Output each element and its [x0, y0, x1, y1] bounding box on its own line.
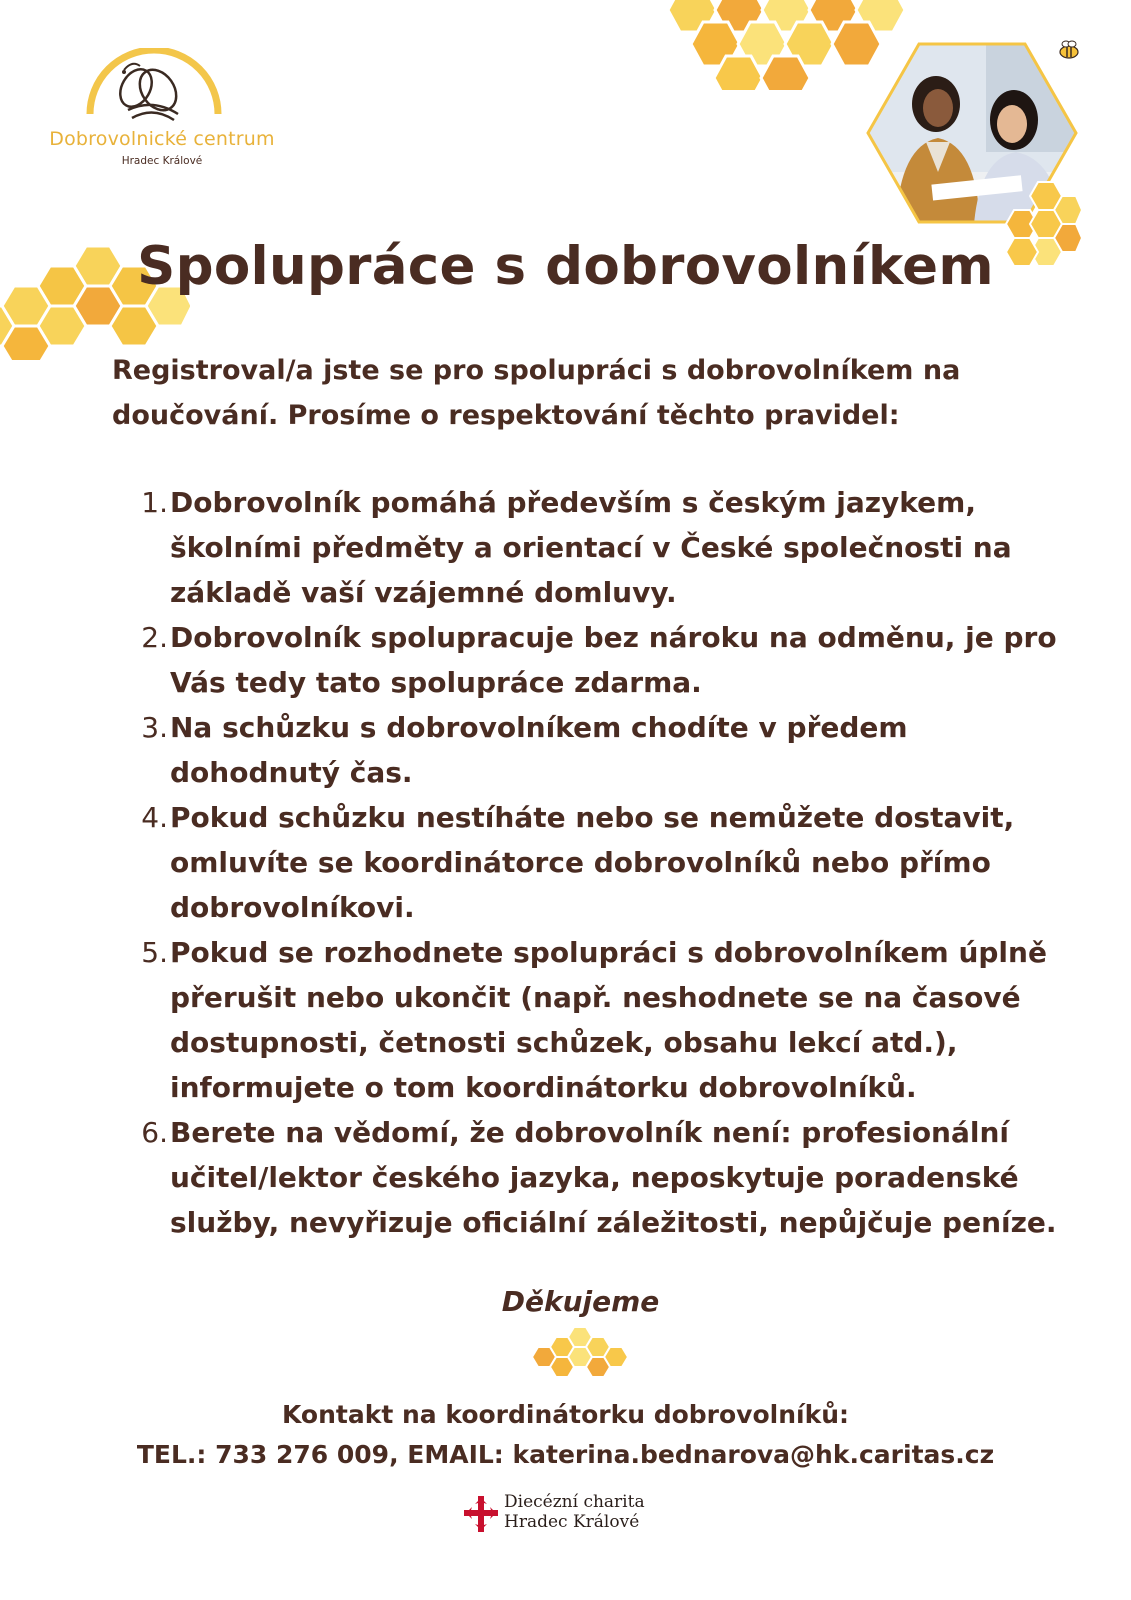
contact-title: Kontakt na koordinátorku dobrovolníků:	[281, 1400, 850, 1429]
contact-details: TEL.: 733 276 009, EMAIL: katerina.bednarova@hk.caritas.cz	[136, 1440, 995, 1469]
dobrovolnicke-centrum-logo	[28, 48, 288, 178]
logo-subtitle: Hradec Králové	[121, 155, 203, 167]
charita-line-2: Hradec Králové	[504, 1512, 640, 1532]
rule-text: Berete na vědomí, že dobrovolník není: profesionální učitel/lektor českého jazyka, neposkytuje poradenské služby, nevyřizuje oficiální záležitosti, nepůjčuje peníze.	[170, 1116, 1057, 1239]
diecezni-charita-logo	[462, 1490, 692, 1540]
rule-number: 6.	[141, 1116, 168, 1149]
rule-item	[112, 705, 1072, 795]
rule-text: Pokud schůzku nestíháte nebo se nemůžete dostavit, omluvíte se koordinátorce dobrovolníků nebo přímo dobrovolníkovi.	[170, 801, 1015, 924]
charita-name	[504, 1492, 694, 1532]
rule-number: 4.	[141, 801, 168, 834]
rule-text: Dobrovolník spolupracuje bez nároku na odměnu, je pro Vás tedy tato spolupráce zdarma.	[170, 621, 1057, 699]
rule-number: 5.	[141, 936, 168, 969]
rule-text: Dobrovolník pomáhá především s českým jazykem, školními předměty a orientací v České společnosti na základě vaší vzájemné domluvy.	[170, 486, 1012, 609]
page-title: Spolupráce s dobrovolníkem	[137, 236, 994, 297]
rule-number: 2.	[141, 621, 168, 654]
bee-logo-icon	[28, 48, 288, 128]
thanks-text: Děkujeme	[501, 1285, 660, 1318]
honeycomb-small-decoration	[528, 1326, 628, 1380]
rule-item	[112, 930, 1072, 1110]
rule-text: Na schůzku s dobrovolníkem chodíte v předem dohodnutý čas.	[170, 711, 908, 789]
rule-number: 1.	[141, 486, 168, 519]
rule-item	[112, 480, 1072, 615]
rule-item	[112, 615, 1072, 705]
rule-number: 3.	[141, 711, 168, 744]
intro-paragraph: Registroval/a jste se pro spolupráci s dobrovolníkem na doučování. Prosíme o respektování těchto pravidel:	[112, 355, 961, 431]
rules-list	[112, 480, 1072, 1245]
rule-item	[112, 1110, 1072, 1245]
logo-name: Dobrovolnické centrum	[49, 128, 275, 150]
rule-text: Pokud se rozhodnete spolupráci s dobrovolníkem úplně přerušit nebo ukončit (např. neshodnete se na časové dostupnosti, četnosti schůzek, obsahu lekcí atd.), informujete o tom koordinátorku dobrovolníků.	[170, 936, 1047, 1104]
charita-line-1: Diecézní charita	[504, 1492, 645, 1512]
caritas-cross-icon	[462, 1494, 500, 1534]
rule-item	[112, 795, 1072, 930]
